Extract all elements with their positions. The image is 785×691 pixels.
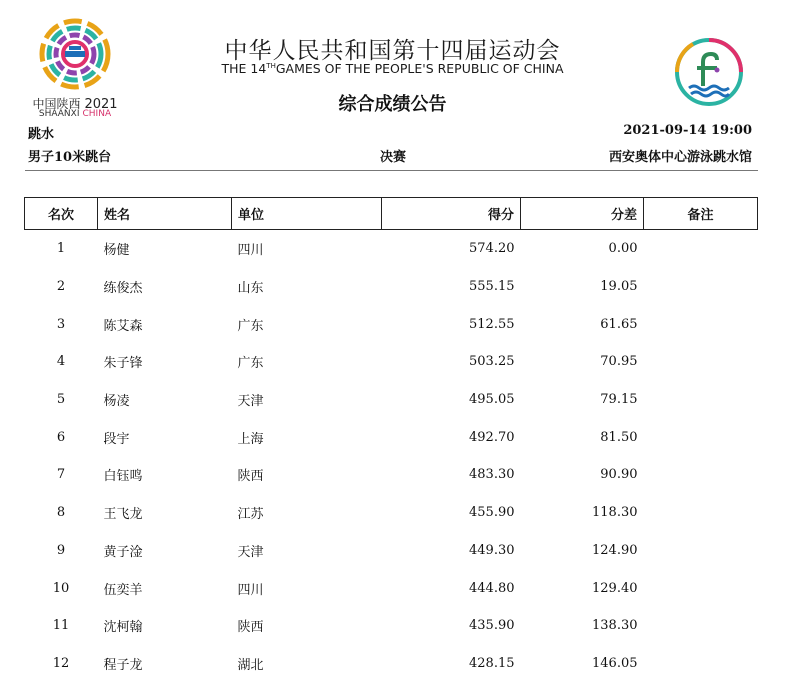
cell-note — [644, 381, 758, 419]
cell-name: 朱子锋 — [103, 356, 143, 372]
cell-note — [644, 532, 758, 570]
cell-score: 492.70 — [469, 429, 515, 445]
cell-rank: 3 — [56, 316, 66, 332]
cell-name: 伍奕羊 — [103, 582, 143, 598]
cell-name: 杨凌 — [103, 394, 130, 410]
cell-diff: 81.50 — [600, 429, 638, 445]
cell-unit: 陕西 — [237, 469, 264, 485]
cell-diff: 124.90 — [592, 542, 638, 558]
cell-note — [644, 343, 758, 381]
cell-rank: 12 — [52, 655, 70, 671]
cell-rank: 2 — [56, 279, 66, 295]
cell-unit: 四川 — [237, 582, 264, 598]
cell-unit: 湖北 — [237, 657, 264, 673]
games-title-cn: 中华人民共和国第十四届运动会 — [224, 38, 561, 64]
cell-name: 黄子淦 — [103, 544, 143, 560]
cell-name: 陈艾森 — [103, 318, 143, 334]
table-row — [25, 456, 758, 494]
cell-score: 435.90 — [469, 618, 515, 634]
cell-diff: 0.00 — [608, 241, 638, 257]
header-divider — [25, 170, 758, 171]
cell-score: 428.15 — [469, 655, 515, 671]
cell-score: 449.30 — [469, 542, 515, 558]
cell-unit: 四川 — [237, 243, 264, 259]
cell-score: 574.20 — [469, 241, 515, 257]
cell-rank: 7 — [56, 467, 66, 483]
cell-name: 王飞龙 — [103, 507, 143, 523]
cell-diff: 146.05 — [592, 655, 638, 671]
cell-diff: 118.30 — [592, 505, 638, 521]
cell-note — [644, 305, 758, 343]
results-table — [24, 197, 758, 682]
event-label: 男子10米跳台 — [28, 150, 112, 165]
cell-unit: 天津 — [237, 394, 264, 410]
cell-unit: 江苏 — [237, 507, 264, 523]
cell-rank: 4 — [56, 354, 66, 370]
cell-name: 段宇 — [103, 431, 130, 447]
table-row — [25, 343, 758, 381]
cell-note — [644, 569, 758, 607]
table-row — [25, 494, 758, 532]
col-header-score: 得分 — [382, 198, 521, 230]
cell-score: 455.90 — [469, 505, 515, 521]
cell-note — [644, 607, 758, 645]
venue-label: 西安奥体中心游泳跳水馆 — [608, 150, 752, 165]
cell-diff: 79.15 — [600, 392, 638, 408]
table-row — [25, 607, 758, 645]
cell-rank: 8 — [56, 505, 66, 521]
cell-unit: 陕西 — [237, 620, 264, 636]
table-row — [25, 230, 758, 268]
cell-score: 483.30 — [469, 467, 515, 483]
cell-name: 白钰鸣 — [103, 469, 143, 485]
col-header-rank: 名次 — [25, 198, 98, 230]
cell-rank: 10 — [52, 580, 70, 596]
cell-unit: 广东 — [237, 318, 264, 334]
col-header-unit: 单位 — [232, 198, 382, 230]
table-row — [25, 268, 758, 306]
cell-score: 555.15 — [469, 279, 515, 295]
col-header-diff: 分差 — [521, 198, 644, 230]
cell-unit: 上海 — [237, 431, 264, 447]
cell-diff: 19.05 — [600, 279, 638, 295]
cell-rank: 5 — [56, 392, 66, 408]
cell-unit: 广东 — [237, 356, 264, 372]
cell-unit: 山东 — [237, 281, 264, 297]
logo-caption-en: SHAANXI CHINA — [38, 109, 112, 119]
cell-rank: 9 — [56, 542, 66, 558]
table-row — [25, 645, 758, 683]
table-row — [25, 305, 758, 343]
table-row — [25, 569, 758, 607]
cell-name: 沈柯翰 — [103, 620, 143, 636]
cell-note — [644, 456, 758, 494]
col-header-note: 备注 — [644, 198, 758, 230]
cell-rank: 6 — [56, 429, 66, 445]
sport-label: 跳水 — [28, 127, 55, 142]
cell-name: 程子龙 — [103, 657, 143, 673]
cell-score: 512.55 — [469, 316, 515, 332]
phase-label: 决赛 — [380, 150, 407, 165]
table-row — [25, 381, 758, 419]
cell-rank: 1 — [56, 241, 66, 257]
table-row — [25, 532, 758, 570]
logo-caption-cn: 中国陕西 2021 — [32, 97, 118, 112]
cell-diff: 61.65 — [600, 316, 638, 332]
cell-name: 杨健 — [103, 243, 130, 259]
col-header-name: 姓名 — [98, 198, 232, 230]
games-title-en: THE 14THGAMES OF THE PEOPLE'S REPUBLIC OF CHINA — [221, 61, 564, 76]
datetime-label: 2021-09-14 19:00 — [623, 123, 752, 138]
cell-note — [644, 418, 758, 456]
cell-rank: 11 — [52, 618, 70, 634]
cell-diff: 70.95 — [600, 354, 638, 370]
cell-note — [644, 494, 758, 532]
table-row — [25, 418, 758, 456]
cell-score: 503.25 — [469, 354, 515, 370]
cell-score: 444.80 — [469, 580, 515, 596]
cell-unit: 天津 — [237, 544, 264, 560]
cell-note — [644, 268, 758, 306]
cell-diff: 129.40 — [592, 580, 638, 596]
cell-note — [644, 230, 758, 268]
cell-diff: 138.30 — [592, 618, 638, 634]
document-title: 综合成绩公告 — [338, 94, 447, 115]
table-header-row — [25, 198, 758, 230]
cell-name: 练俊杰 — [103, 281, 143, 297]
cell-diff: 90.90 — [600, 467, 638, 483]
cell-note — [644, 645, 758, 683]
cell-score: 495.05 — [469, 392, 515, 408]
